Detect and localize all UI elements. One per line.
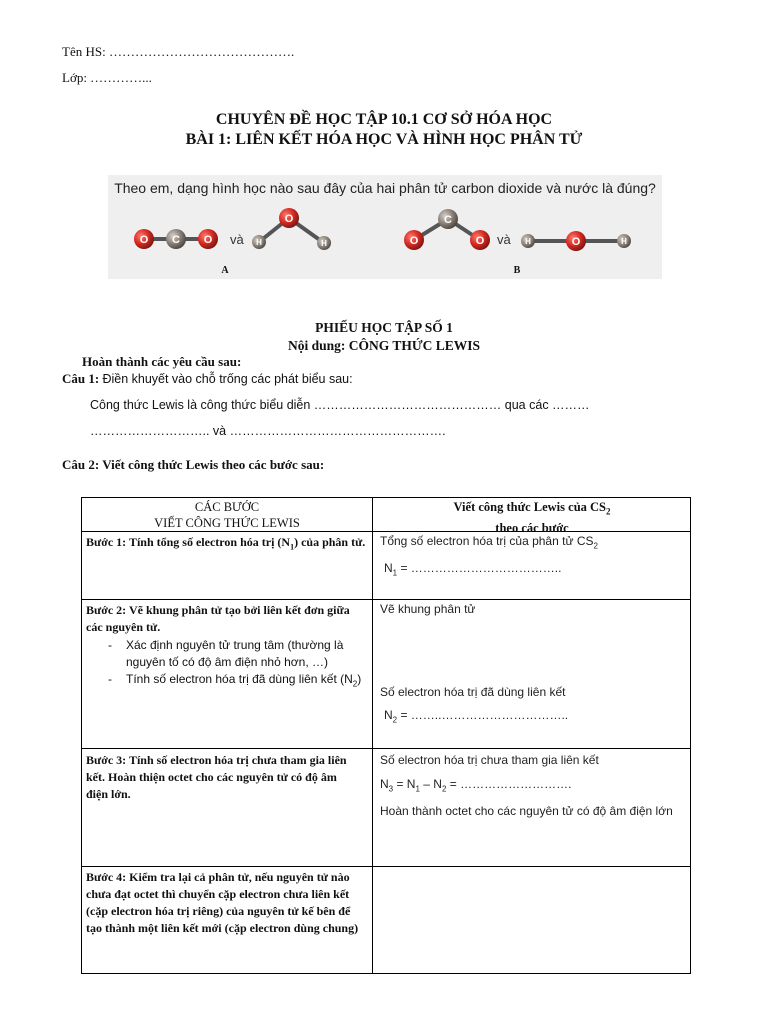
student-name-line: Tên HS: ……………………………………. [62,44,295,59]
header-cs2-line-2: theo các bước [495,520,569,535]
and-word: và [230,232,244,247]
topic-title: CHUYÊN ĐỀ HỌC TẬP 10.1 CƠ SỞ HÓA HỌC [215,111,553,128]
step-2-bullet-2-end: ) [357,672,362,686]
option-a-water-bent [252,208,331,250]
question-1-line-2: ……………………….. và ……………………………………………. [90,424,446,438]
subscript: 1 [290,542,295,552]
step-2-bullets [104,637,368,692]
step-2-cell [86,602,368,692]
n3-symbol: N [380,777,389,791]
atom-label: H [256,238,262,247]
atom-label: O [284,213,294,225]
atom-label: O [139,234,149,246]
header-cs2 [373,499,691,536]
lesson-title: BÀI 1: LIÊN KẾT HÓA HỌC VÀ HÌNH HỌC PHÂN TỬ [185,131,583,148]
subscript: 2 [392,715,398,725]
step-3-octet-label: Hoàn thành octet cho các nguyên tử có độ âm điện lớn [380,804,673,819]
step-4-cell: Bước 4: Kiểm tra lại cả phân tử, nếu nguyên tử nào chưa đạt octet thì chuyển cặp electron chưa liên kết (cặp electron hóa trị riêng) của nguyên tử kế bên để tạo thành một liên kết mới (cặp electron dùng chung) [86,870,359,935]
step-3-cell: Bước 3: Tính số electron hóa trị chưa tham gia liên kết. Hoàn thiện octet cho các nguyên tử có độ âm điện lớn. [86,753,347,801]
step-4-answer-cell[interactable] [373,867,691,974]
n1-blank: = ……………………………….. [397,561,562,576]
step-2-title: Bước 2: Vẽ khung phân tử tạo bởi liên kết đơn giữa các nguyên tử. [86,603,350,634]
question-1-line-1: Công thức Lewis là công thức biểu diễn ……………………………………… qua các ……… [90,398,590,412]
atom-label: H [321,239,327,248]
header-steps-line-2: VIẾT CÔNG THỨC LEWIS [154,516,300,530]
table-row-divider [81,748,691,749]
step-1-cell [86,534,366,555]
molecule-diagrams [108,175,662,279]
header-cs2-line-1: Viết công thức Lewis của CS [453,500,606,514]
equals: = N [393,777,416,791]
n2-blank: = ……..………………………….. [397,708,569,722]
and-word: và [497,232,511,247]
atom-label: C [444,214,452,226]
option-b-label: B [513,265,521,276]
step-2-bullet-1: - Xác định nguyên tử trung tâm (thường là nguyên tố có độ âm điện nhỏ hơn, …) [104,637,368,671]
atom-label: H [525,237,531,246]
step-1-answer-cell [380,533,685,582]
step-3-answer-cell [380,752,685,820]
subscript: 1 [415,784,420,794]
n3-blank: = ………………………. [446,777,572,791]
step-2-bullet-2-text: Tính số electron hóa trị đã dùng liên kết (N [126,672,353,686]
molecule-geometry-figure [108,175,662,279]
instruction: Hoàn thành các yêu cầu sau: [82,354,242,369]
atom-label: O [571,236,581,248]
step-3-answer-label: Số electron hóa trị chưa tham gia liên kết [380,753,599,767]
subscript: 1 [392,568,398,578]
option-a-label: A [221,265,229,276]
question-1-text: Điền khuyết vào chỗ trống các phát biểu sau: [102,372,353,386]
subscript: 2 [352,679,358,689]
step-1-text: Bước 1: Tính tổng số electron hóa trị (N [86,535,291,549]
n1-symbol: N [384,561,393,576]
question-1 [62,371,353,387]
step-2-bullet-2 [104,671,368,692]
class-line: Lớp: …………... [62,70,152,85]
subscript: 3 [388,784,394,794]
subscript: 2 [441,784,447,794]
atom-label: H [621,237,627,246]
step-2-answer-label: Vẽ khung phân tử [380,602,476,616]
step-2-answer-cell [380,601,685,618]
subscript: 2 [606,506,611,517]
atom-label: O [475,235,485,247]
atom-label: O [409,235,419,247]
step-1-answer-label: Tổng số electron hóa trị của phân tử CS [380,534,594,548]
atom-label: O [203,234,213,246]
option-a-co2-linear [134,229,218,249]
option-b-water-linear [521,231,631,251]
step-2-answer-n2 [380,684,685,728]
worksheet-subtitle: Nội dung: CÔNG THỨC LEWIS [287,338,481,353]
header-steps-line-1: CÁC BƯỚC [194,500,260,514]
question-2: Câu 2: Viết công thức Lewis theo các bước sau: [62,457,325,472]
worksheet-title: PHIẾU HỌC TẬP SỐ 1 [315,320,453,335]
step-1-text-end: ) của phân tử. [294,535,366,549]
step-2-answer-label-2: Số electron hóa trị đã dùng liên kết [380,685,566,699]
atom-label: C [172,234,180,246]
option-b-co2-bent [404,209,490,250]
question-1-label: Câu 1: [62,371,100,386]
n2-symbol: N [384,708,393,722]
header-steps [82,499,372,531]
figure-question: Theo em, dạng hình học nào sau đây của hai phân tử carbon dioxide và nước là đúng? [114,180,656,196]
minus: – N [419,777,442,791]
subscript: 2 [593,541,598,551]
table-row-divider [81,599,691,600]
